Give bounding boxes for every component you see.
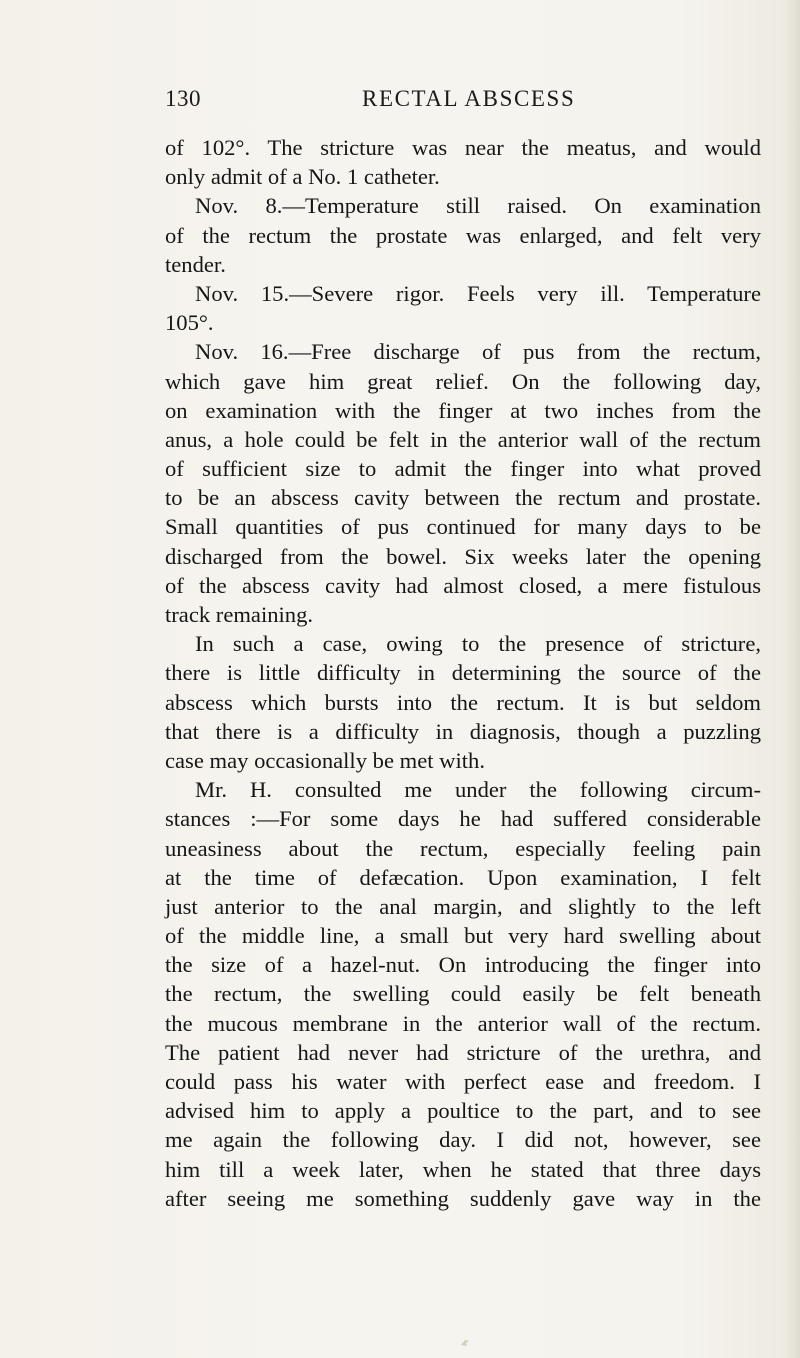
text-line: only admit of a No. 1 catheter. (165, 164, 440, 190)
text-line: tender. (165, 251, 226, 277)
text-line: the size of a hazel-nut. On introducing the finger into (165, 952, 761, 978)
text-line: at the time of defæcation. Upon examination, I felt (165, 864, 761, 890)
text-line: just anterior to the anal margin, and slightly to the left (165, 893, 761, 919)
text-line: him till a week later, when he stated that three days (165, 1156, 761, 1182)
page-header (165, 86, 761, 120)
printer-mark-icon (460, 1339, 470, 1347)
text-line: In such a case, owing to the presence of stricture, (195, 631, 761, 657)
text-line: of the abscess cavity had almost closed, a mere fistulous (165, 572, 761, 598)
text-line: Nov. 15.—Severe rigor. Feels very ill. Temperature (195, 280, 761, 306)
text-line: that there is a difficulty in diagnosis, though a puzzling (165, 718, 761, 744)
text-line: Mr. H. consulted me under the following circum- (195, 777, 761, 803)
body-text (165, 133, 761, 1213)
text-line: Nov. 16.—Free discharge of pus from the rectum, (195, 339, 761, 365)
text-line: to be an abscess cavity between the rectum and prostate. (165, 485, 761, 511)
text-line: of 102°. The stricture was near the meatus, and would (165, 135, 761, 160)
text-line: there is little difficulty in determining the source of the (165, 660, 761, 686)
text-line: which gave him great relief. On the following day, (165, 368, 761, 394)
text-line: track remaining. (165, 602, 314, 627)
text-line: anus, a hole could be felt in the anterior wall of the rectum (165, 426, 761, 452)
text-line: of sufficient size to admit the finger into what proved (165, 456, 761, 482)
text-line: advised him to apply a poultice to the part, and to see (165, 1098, 761, 1124)
page-number: 130 (165, 86, 201, 111)
text-line: The patient had never had stricture of the urethra, and (165, 1039, 761, 1065)
text-line: on examination with the finger at two inches from the (165, 397, 761, 423)
text-line: uneasiness about the rectum, especially feeling pain (165, 835, 761, 861)
text-line: after seeing me something suddenly gave way in the (165, 1185, 761, 1211)
text-line: of the rectum the prostate was enlarged, and felt very (165, 222, 761, 248)
text-line: the rectum, the swelling could easily be felt beneath (165, 981, 761, 1007)
text-line: 105°. (165, 310, 214, 336)
text-line: abscess which bursts into the rectum. It is but seldom (165, 689, 761, 715)
text-line: discharged from the bowel. Six weeks later the opening (165, 543, 761, 569)
text-line: Small quantities of pus continued for many days to be (165, 514, 761, 540)
running-head: RECTAL ABSCESS (362, 86, 576, 111)
text-line: stances :—For some days he had suffered considerable (165, 806, 761, 832)
text-line: case may occasionally be met with. (165, 747, 485, 773)
text-line: me again the following day. I did not, however, see (165, 1127, 761, 1153)
text-line: of the middle line, a small but very hard swelling about (165, 923, 761, 949)
text-line: the mucous membrane in the anterior wall of the rectum. (165, 1010, 761, 1036)
page-edge-shadow (786, 0, 800, 1358)
text-line: could pass his water with perfect ease and freedom. I (165, 1069, 761, 1094)
text-line: Nov. 8.—Temperature still raised. On examination (195, 193, 761, 219)
